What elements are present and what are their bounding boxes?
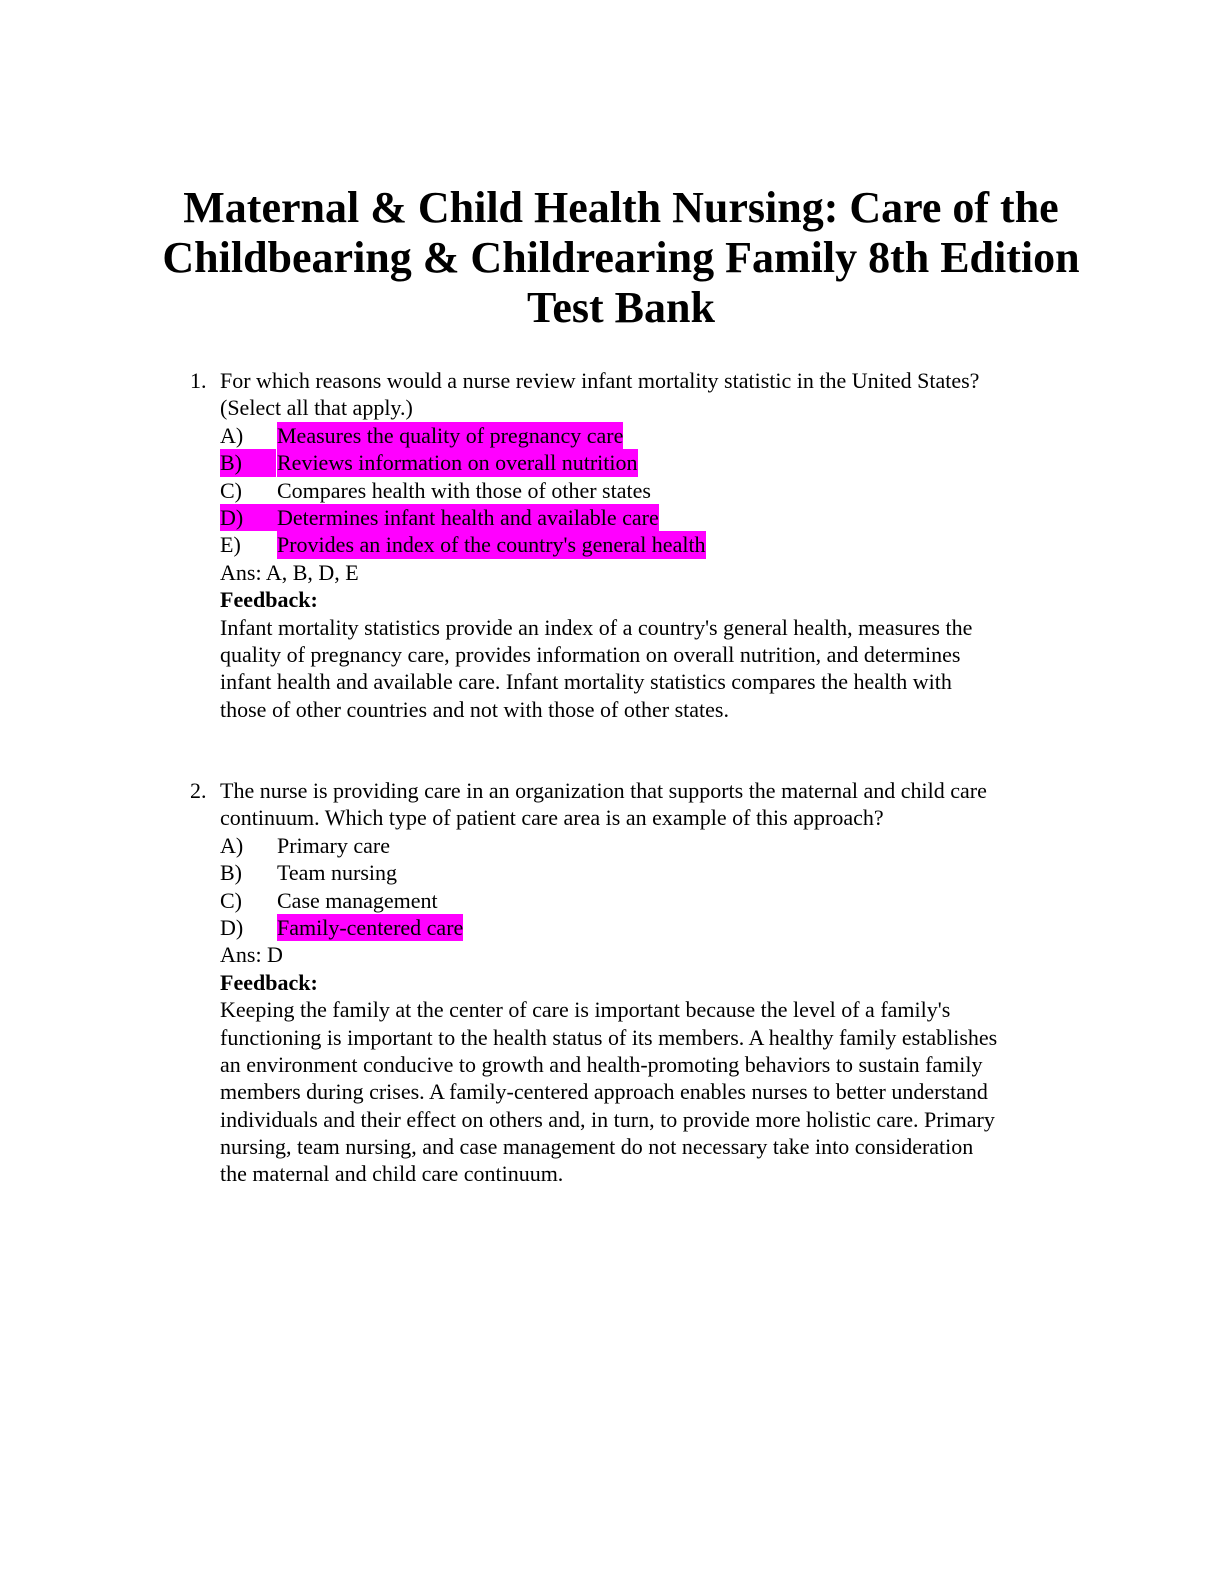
option-text: Compares health with those of other states [277,477,651,503]
option-letter: A) [220,422,244,448]
option-text: Case management [277,887,438,913]
question-stem: (Select all that apply.) [220,395,413,421]
option-a [220,832,1090,859]
option-text: Primary care [277,832,390,858]
option-letter: B) [220,860,242,886]
option-letter: D) [220,504,277,531]
feedback-text: individuals and their effect on others and, in turn, to provide more holistic care. Primary [220,1106,995,1132]
feedback-text: Infant mortality statistics provide an index of a country's general health, measures the [220,614,973,640]
document-title [0,183,1224,333]
option-text: Reviews information on overall nutrition [277,450,638,476]
option-letter: B) [220,449,276,476]
feedback-text: members during crises. A family-centered approach enables nurses to better understand [220,1079,988,1105]
option-letter: E) [220,532,241,558]
feedback-text: Keeping the family at the center of care is important because the level of a family's [220,997,951,1023]
title-line: Childbearing & Childrearing Family 8th Edition [162,233,1080,282]
option-d [220,914,1090,941]
option-text: Provides an index of the country's general health [277,532,706,558]
answer: Ans: A, B, D, E [220,559,359,585]
feedback-label: Feedback: [220,969,318,995]
feedback-label: Feedback: [220,587,318,613]
title-line: Maternal & Child Health Nursing: Care of the [183,183,1059,232]
feedback-text: nursing, team nursing, and case management do not necessary take into consideration [220,1134,974,1160]
option-text: Determines infant health and available care [277,504,659,530]
option-letter: C) [220,887,242,913]
answer: Ans: D [220,942,283,968]
feedback-text: quality of pregnancy care, provides information on overall nutrition, and determines [220,641,961,667]
option-b [220,449,1090,476]
question-stem: The nurse is providing care in an organization that supports the maternal and child care [220,778,987,803]
question-stem: continuum. Which type of patient care area is an example of this approach? [220,805,884,831]
option-e [220,531,1090,558]
feedback-text: functioning is important to the health status of its members. A healthy family establishes [220,1024,998,1050]
question-number: 2. [190,778,207,803]
feedback-text: an environment conducive to growth and health-promoting behaviors to sustain family [220,1051,983,1077]
question-stem: For which reasons would a nurse review infant mortality statistic in the United States? [220,368,980,393]
option-letter: C) [220,477,242,503]
option-c [220,887,1090,914]
feedback-text: those of other countries and not with those of other states. [220,696,729,722]
option-b [220,859,1090,886]
option-letter: D) [220,914,244,940]
question-1 [190,367,1090,723]
option-text: Family-centered care [277,914,464,940]
title-line: Test Bank [527,283,715,332]
option-d [220,504,1090,531]
option-text: Measures the quality of pregnancy care [277,422,624,448]
feedback-text: infant health and available care. Infant mortality statistics compares the health with [220,669,952,695]
feedback-text: the maternal and child care continuum. [220,1161,564,1187]
question-2 [190,777,1090,1188]
option-letter: A) [220,832,244,858]
option-c [220,477,1090,504]
question-number: 1. [190,368,207,393]
option-text: Team nursing [277,860,398,886]
option-a [220,422,1090,449]
